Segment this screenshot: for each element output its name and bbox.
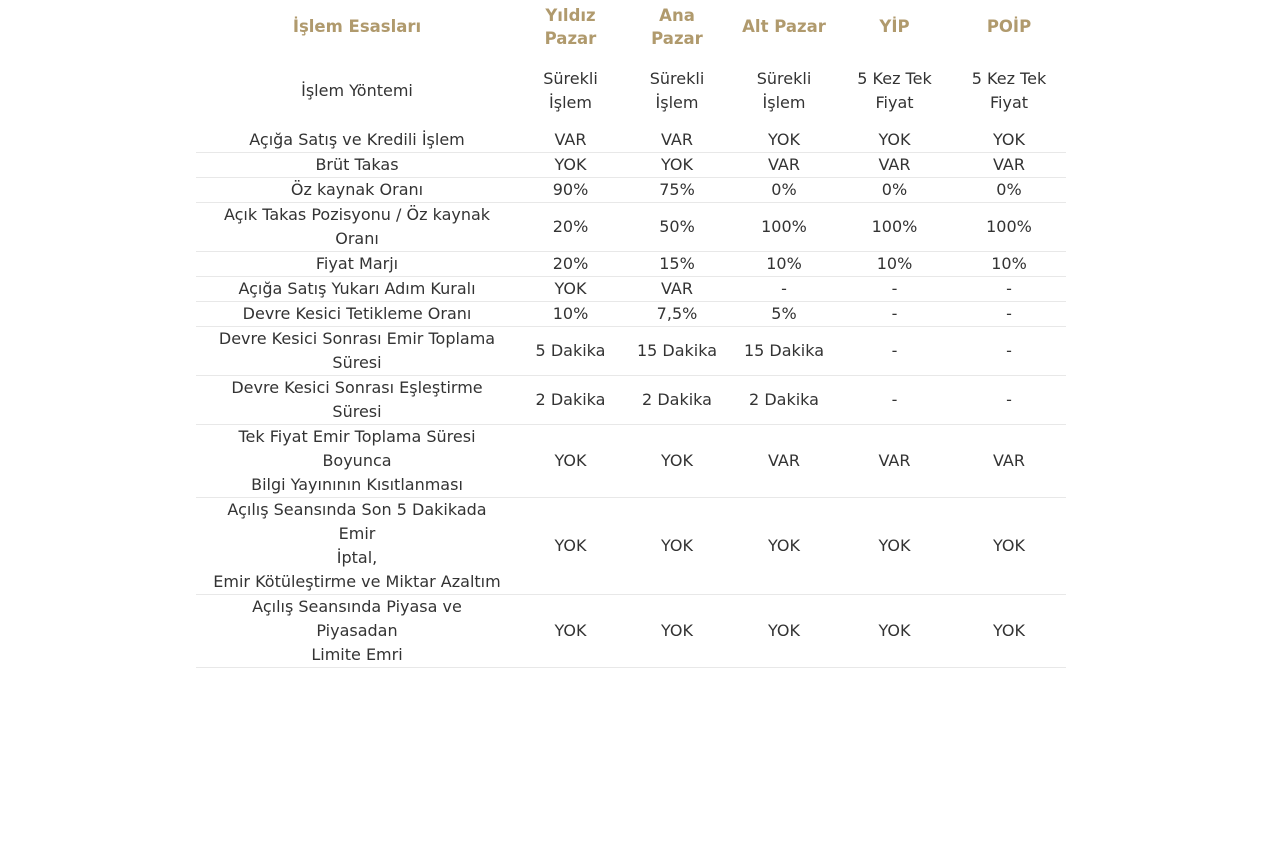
cell-yildiz-pazar xyxy=(518,277,623,302)
header-text-line: Yıldız xyxy=(545,5,596,25)
cell-ana-pazar xyxy=(623,203,731,252)
header-yildiz-pazar xyxy=(518,0,623,53)
cell-value-line: VAR xyxy=(554,130,587,149)
row-label-line: Açılış Seansında Son 5 Dakikada Emir xyxy=(227,500,487,543)
header-yip xyxy=(837,0,952,53)
row-label xyxy=(196,425,518,498)
cell-value-line: VAR xyxy=(661,279,693,298)
header-alt-pazar xyxy=(731,0,837,53)
cell-poip xyxy=(952,277,1066,302)
row-label-line: Açılış Seansında Piyasa ve Piyasadan xyxy=(252,597,462,640)
table-row xyxy=(196,178,1066,203)
cell-value-line: YOK xyxy=(661,451,693,470)
cell-alt-pazar xyxy=(731,595,837,668)
row-label xyxy=(196,153,518,178)
row-label-line: Devre Kesici Tetikleme Oranı xyxy=(242,304,472,323)
cell-yip xyxy=(837,128,952,153)
row-label-line: Boyunca xyxy=(322,451,392,470)
cell-value-line: Sürekli xyxy=(649,68,705,88)
cell-value-line: YOK xyxy=(554,279,587,298)
cell-value-line: 2 Dakika xyxy=(642,390,712,409)
cell-value-line: Fiyat xyxy=(989,92,1029,112)
cell-alt-pazar xyxy=(731,277,837,302)
cell-yildiz-pazar xyxy=(518,302,623,327)
cell-value-line: YOK xyxy=(993,536,1025,555)
cell-value-line: 0% xyxy=(996,180,1022,199)
table-row xyxy=(196,203,1066,252)
row-label-line: İşlem Yöntemi xyxy=(301,80,413,100)
row-label xyxy=(196,252,518,277)
row-label-line: Süresi xyxy=(332,402,382,421)
cell-alt-pazar xyxy=(731,302,837,327)
row-label-line: Fiyat Marjı xyxy=(315,254,399,273)
cell-value-line: YOK xyxy=(993,130,1025,149)
cell-value-line: - xyxy=(1006,304,1012,323)
cell-yildiz-pazar xyxy=(518,327,623,376)
header-text-line: POİP xyxy=(986,17,1032,36)
cell-yildiz-pazar xyxy=(518,252,623,277)
cell-ana-pazar xyxy=(623,327,731,376)
cell-ana-pazar xyxy=(623,128,731,153)
cell-yildiz-pazar xyxy=(518,376,623,425)
row-label xyxy=(196,128,518,153)
cell-value-line: İşlem xyxy=(655,92,699,112)
cell-value-line: 90% xyxy=(552,180,589,199)
cell-value-line: 100% xyxy=(761,217,807,236)
row-label-line: Devre Kesici Sonrası Emir Toplama xyxy=(218,329,496,348)
row-label-line: Süresi xyxy=(332,353,382,372)
cell-value-line: VAR xyxy=(878,451,911,470)
row-label-line: Öz kaynak Oranı xyxy=(290,180,424,199)
cell-ana-pazar xyxy=(623,595,731,668)
cell-value-line: YOK xyxy=(554,536,587,555)
cell-value-line: YOK xyxy=(768,130,800,149)
cell-value-line: İşlem xyxy=(762,92,806,112)
row-label-line: Açığa Satış Yukarı Adım Kuralı xyxy=(238,279,476,298)
cell-value-line: YOK xyxy=(878,130,911,149)
cell-yip xyxy=(837,53,952,128)
row-label-line: İptal, xyxy=(336,548,378,567)
row-label xyxy=(196,595,518,668)
cell-yildiz-pazar xyxy=(518,178,623,203)
cell-value-line: - xyxy=(891,304,898,323)
cell-value-line: 20% xyxy=(552,217,589,236)
cell-yildiz-pazar xyxy=(518,153,623,178)
cell-alt-pazar xyxy=(731,53,837,128)
cell-value-line: Sürekli xyxy=(543,68,598,88)
cell-value-line: 10% xyxy=(766,254,802,273)
cell-value-line: 15 Dakika xyxy=(636,341,718,360)
header-islem-esaslari xyxy=(196,0,518,53)
header-text-line: İşlem Esasları xyxy=(292,17,422,36)
cell-value-line: 10% xyxy=(552,304,589,323)
cell-ana-pazar xyxy=(623,277,731,302)
cell-ana-pazar xyxy=(623,153,731,178)
cell-value-line: Fiyat xyxy=(875,92,914,112)
cell-yip xyxy=(837,498,952,595)
cell-yildiz-pazar xyxy=(518,53,623,128)
cell-yildiz-pazar xyxy=(518,128,623,153)
row-label-line: Açığa Satış ve Kredili İşlem xyxy=(249,130,465,149)
cell-alt-pazar xyxy=(731,498,837,595)
cell-value-line: 10% xyxy=(876,254,913,273)
cell-ana-pazar xyxy=(623,302,731,327)
cell-poip xyxy=(952,302,1066,327)
cell-yip xyxy=(837,203,952,252)
row-label-line: Brüt Takas xyxy=(315,155,399,174)
row-label xyxy=(196,277,518,302)
cell-value-line: - xyxy=(891,390,898,409)
cell-value-line: - xyxy=(781,279,787,298)
row-label xyxy=(196,376,518,425)
cell-value-line: 2 Dakika xyxy=(749,390,819,409)
cell-poip xyxy=(952,203,1066,252)
cell-yip xyxy=(837,376,952,425)
header-text-line: Pazar xyxy=(544,28,597,48)
cell-value-line: 5 Kez Tek xyxy=(857,68,932,88)
row-label-line: Bilgi Yayınının Kısıtlanması xyxy=(251,475,463,494)
market-rules-table xyxy=(196,0,1066,668)
cell-value-line: 5 Kez Tek xyxy=(971,68,1047,88)
table-header xyxy=(196,0,1066,53)
cell-value-line: 75% xyxy=(659,180,695,199)
table-row xyxy=(196,53,1066,128)
cell-value-line: YOK xyxy=(554,621,587,640)
cell-value-line: - xyxy=(891,341,898,360)
cell-value-line: YOK xyxy=(768,621,800,640)
cell-yildiz-pazar xyxy=(518,595,623,668)
cell-poip xyxy=(952,53,1066,128)
cell-yip xyxy=(837,252,952,277)
cell-value-line: YOK xyxy=(661,621,693,640)
cell-value-line: 100% xyxy=(871,217,918,236)
row-label xyxy=(196,327,518,376)
cell-value-line: YOK xyxy=(878,536,911,555)
row-label-line: Devre Kesici Sonrası Eşleştirme xyxy=(231,378,483,397)
row-label-line: Oranı xyxy=(335,229,379,248)
cell-value-line: 15% xyxy=(659,254,695,273)
cell-alt-pazar xyxy=(731,128,837,153)
cell-alt-pazar xyxy=(731,327,837,376)
table-row xyxy=(196,153,1066,178)
header-text-line: Ana xyxy=(659,5,695,25)
cell-poip xyxy=(952,327,1066,376)
cell-alt-pazar xyxy=(731,425,837,498)
table-row xyxy=(196,327,1066,376)
cell-ana-pazar xyxy=(623,53,731,128)
header-row xyxy=(196,0,1066,53)
cell-poip xyxy=(952,128,1066,153)
cell-poip xyxy=(952,498,1066,595)
table-row xyxy=(196,498,1066,595)
cell-ana-pazar xyxy=(623,252,731,277)
row-label xyxy=(196,178,518,203)
cell-yildiz-pazar xyxy=(518,498,623,595)
cell-value-line: YOK xyxy=(554,451,587,470)
cell-value-line: YOK xyxy=(768,536,800,555)
cell-value-line: - xyxy=(1006,341,1012,360)
cell-ana-pazar xyxy=(623,425,731,498)
row-label xyxy=(196,203,518,252)
row-label-line: Limite Emri xyxy=(311,645,403,664)
cell-value-line: YOK xyxy=(878,621,911,640)
cell-alt-pazar xyxy=(731,376,837,425)
cell-yip xyxy=(837,277,952,302)
cell-value-line: 10% xyxy=(991,254,1027,273)
cell-value-line: VAR xyxy=(768,155,800,174)
cell-alt-pazar xyxy=(731,153,837,178)
table-row xyxy=(196,595,1066,668)
cell-value-line: 100% xyxy=(986,217,1032,236)
cell-value-line: 5% xyxy=(771,304,797,323)
cell-poip xyxy=(952,153,1066,178)
cell-value-line: YOK xyxy=(661,155,693,174)
cell-value-line: YOK xyxy=(993,621,1025,640)
cell-value-line: 0% xyxy=(881,180,908,199)
cell-yip xyxy=(837,425,952,498)
cell-value-line: - xyxy=(891,279,898,298)
cell-value-line: 2 Dakika xyxy=(535,390,606,409)
cell-value-line: 5 Dakika xyxy=(535,341,606,360)
cell-value-line: YOK xyxy=(661,536,693,555)
cell-ana-pazar xyxy=(623,498,731,595)
cell-ana-pazar xyxy=(623,376,731,425)
cell-value-line: YOK xyxy=(554,155,587,174)
table-body xyxy=(196,53,1066,668)
cell-value-line: - xyxy=(1006,279,1012,298)
row-label xyxy=(196,498,518,595)
cell-value-line: - xyxy=(1006,390,1012,409)
cell-yip xyxy=(837,595,952,668)
row-label xyxy=(196,302,518,327)
cell-value-line: 0% xyxy=(771,180,797,199)
cell-value-line: VAR xyxy=(768,451,800,470)
cell-poip xyxy=(952,178,1066,203)
header-text-line: Alt Pazar xyxy=(742,17,826,36)
cell-yip xyxy=(837,178,952,203)
cell-yildiz-pazar xyxy=(518,203,623,252)
table-row xyxy=(196,128,1066,153)
header-ana-pazar xyxy=(623,0,731,53)
row-label-line: Emir Kötüleştirme ve Miktar Azaltım xyxy=(213,572,501,591)
cell-value-line: İşlem xyxy=(549,92,592,112)
cell-poip xyxy=(952,595,1066,668)
cell-value-line: 7,5% xyxy=(656,304,698,323)
cell-value-line: Sürekli xyxy=(756,68,812,88)
header-poip xyxy=(952,0,1066,53)
table-row xyxy=(196,425,1066,498)
row-label-line: Açık Takas Pozisyonu / Öz kaynak xyxy=(223,205,491,224)
cell-poip xyxy=(952,252,1066,277)
cell-yip xyxy=(837,302,952,327)
cell-yip xyxy=(837,327,952,376)
cell-yip xyxy=(837,153,952,178)
cell-alt-pazar xyxy=(731,178,837,203)
cell-alt-pazar xyxy=(731,252,837,277)
cell-value-line: 50% xyxy=(659,217,695,236)
cell-value-line: VAR xyxy=(878,155,911,174)
table-row xyxy=(196,376,1066,425)
row-label-line: Tek Fiyat Emir Toplama Süresi xyxy=(238,427,476,446)
cell-poip xyxy=(952,376,1066,425)
cell-value-line: VAR xyxy=(993,155,1025,174)
header-text-line: YİP xyxy=(879,17,910,36)
table-row xyxy=(196,252,1066,277)
header-text-line: Pazar xyxy=(651,28,703,48)
cell-value-line: 15 Dakika xyxy=(743,341,825,360)
cell-value-line: VAR xyxy=(661,130,693,149)
cell-ana-pazar xyxy=(623,178,731,203)
table-row xyxy=(196,277,1066,302)
cell-poip xyxy=(952,425,1066,498)
cell-value-line: VAR xyxy=(993,451,1025,470)
row-label xyxy=(196,53,518,128)
table-row xyxy=(196,302,1066,327)
cell-yildiz-pazar xyxy=(518,425,623,498)
cell-alt-pazar xyxy=(731,203,837,252)
cell-value-line: 20% xyxy=(552,254,589,273)
